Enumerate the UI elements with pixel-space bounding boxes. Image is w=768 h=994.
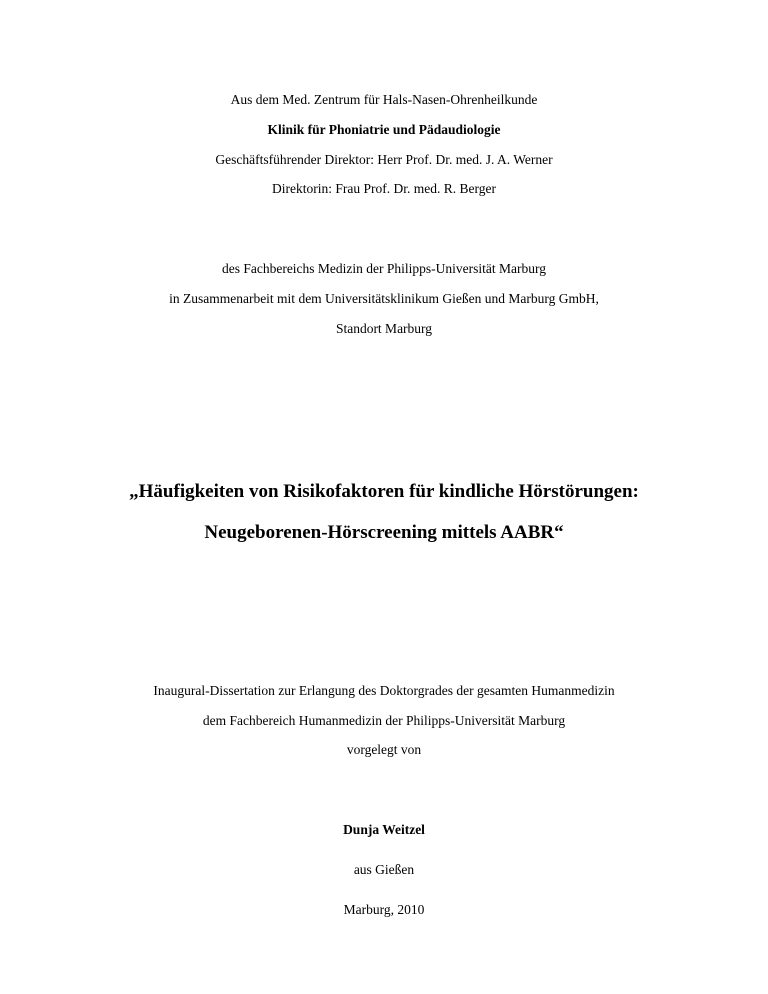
- director: Direktorin: Frau Prof. Dr. med. R. Berger: [272, 181, 496, 196]
- thesis-title-line-1: „Häufigkeiten von Risikofaktoren für kindliche Hörstörungen:: [129, 481, 639, 502]
- dissertation-type: Inaugural-Dissertation zur Erlangung des Doktorgrades der gesamten Humanmedizin: [153, 683, 615, 698]
- location-line: Standort Marburg: [335, 321, 433, 336]
- institution-center: Aus dem Med. Zentrum für Hals-Nasen-Ohrenheilkunde: [230, 92, 538, 107]
- author-origin: aus Gießen: [353, 862, 415, 877]
- thesis-title-line-2: Neugeborenen-Hörscreening mittels AABR“: [204, 522, 564, 543]
- cooperation-line: in Zusammenarbeit mit dem Universitätsklinikum Gießen und Marburg GmbH,: [169, 291, 599, 306]
- managing-director: Geschäftsführender Direktor: Herr Prof. Dr. med. J. A. Werner: [215, 152, 553, 167]
- place-and-year: Marburg, 2010: [343, 902, 425, 917]
- author-name: Dunja Weitzel: [343, 822, 425, 837]
- faculty-line: des Fachbereichs Medizin der Philipps-Universität Marburg: [221, 261, 547, 276]
- submitted-to: dem Fachbereich Humanmedizin der Philipps-Universität Marburg: [202, 713, 566, 728]
- submitted-by-label: vorgelegt von: [346, 742, 422, 757]
- institution-clinic: Klinik für Phoniatrie und Pädaudiologie: [267, 122, 501, 137]
